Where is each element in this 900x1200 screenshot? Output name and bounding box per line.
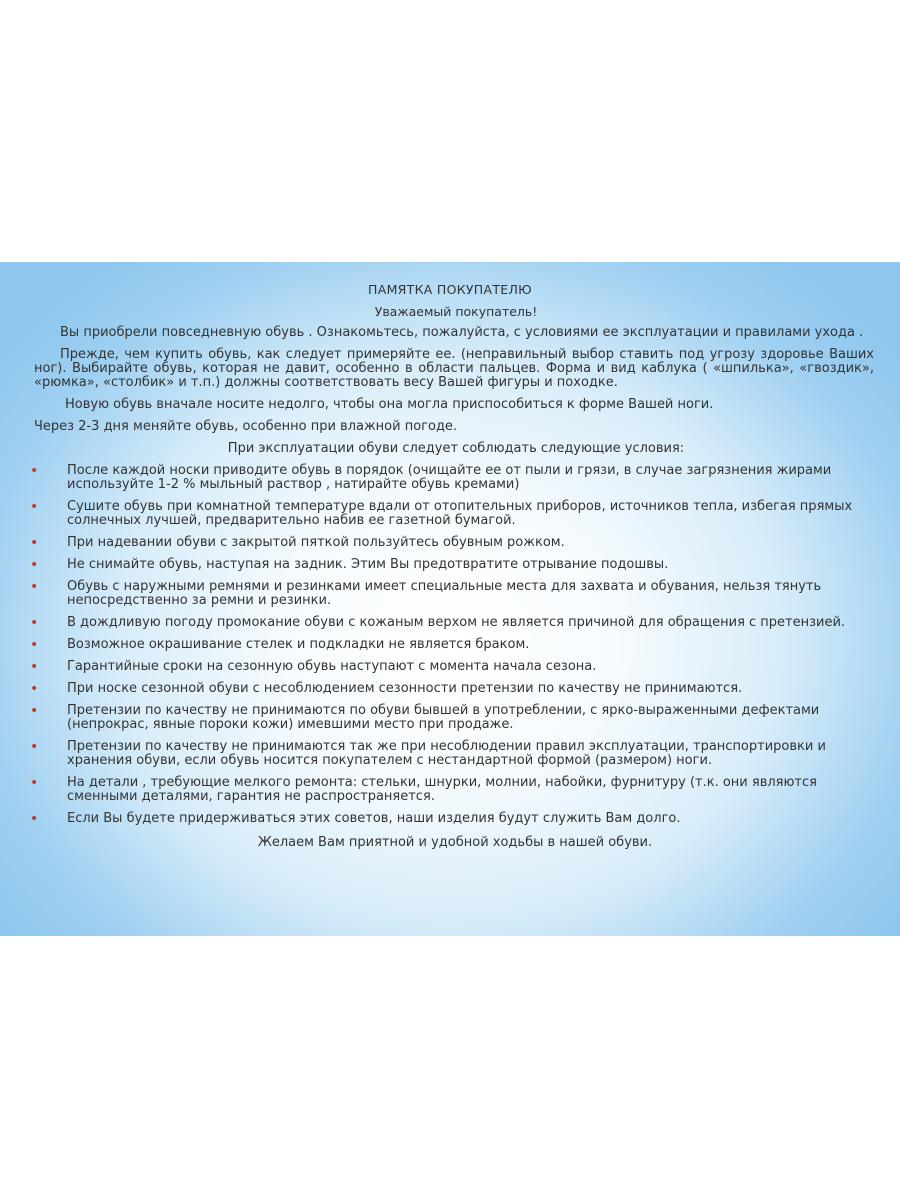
closing-line: Желаем Вам приятной и удобной ходьбы в нашей обуви. [257, 835, 653, 850]
list-item-text: Не снимайте обувь, наступая на задник. Этим Вы предотвратите отрывание подошвы. [67, 557, 669, 572]
bullet-icon: • [30, 739, 39, 755]
bullet-icon: • [30, 681, 39, 697]
bullet-icon: • [30, 499, 39, 515]
rotation-paragraph: Через 2-3 дня меняйте обувь, особенно при влажной погоде. [34, 419, 458, 434]
bullet-icon: • [30, 615, 39, 631]
bullet-icon: • [30, 811, 39, 827]
list-item [30, 616, 872, 630]
list-item-text: После каждой носки приводите обувь в порядок (очищайте ее от пыли и грязи, в случае загрязнения жирами используйте 1-2 % мыльный раствор , натирайте обувь кремами) [67, 463, 832, 492]
conditions-list [30, 464, 872, 834]
bullet-icon: • [30, 637, 39, 653]
list-item-text: Претензии по качеству не принимаются по обуви бывшей в употреблении, с ярко-выраженными дефектами (непрокрас, явные пороки кожи) имевшими место при продаже. [67, 703, 820, 732]
list-item [30, 464, 872, 492]
bullet-icon: • [30, 579, 39, 595]
memo-title: ПАМЯТКА ПОКУПАТЕЛЮ [368, 282, 532, 297]
list-item [30, 536, 872, 550]
new-shoes-paragraph: Новую обувь вначале носите недолго, чтобы она могла приспособиться к форме Вашей ноги. [65, 397, 714, 412]
list-item-text: В дождливую погоду промокание обуви с кожаным верхом не является причиной для обращения с претензией. [67, 615, 846, 630]
fitting-paragraph: Прежде, чем купить обувь, как следует примеряйте ее. (неправильный выбор ставить под угрозу здоровье Ваших ног). Выбирайте обувь, которая не давит, особенно в области пальцев. Форма и вид каблука ( «шпилька», «гвоздик», «рюмка», «столбик» и т.п.) должны соответствовать весу Вашей фигуры и походке. [34, 347, 874, 390]
list-item [30, 740, 872, 768]
list-item-text: Сушите обувь при комнатной температуре вдали от отопительных приборов, источников тепла, избегая прямых солнечных лучшей, предварительно набив ее газетной бумагой. [67, 499, 853, 528]
list-item-text: Если Вы будете придерживаться этих советов, наши изделия будут служить Вам долго. [67, 811, 681, 826]
bullet-icon: • [30, 535, 39, 551]
list-item-text: Гарантийные сроки на сезонную обувь наступают с момента начала сезона. [67, 659, 597, 674]
list-item-text: На детали , требующие мелкого ремонта: стельки, шнурки, молнии, набойки, фурнитуру (т.к. они являются сменными деталями, гарантия не распространяется. [67, 775, 817, 804]
list-item [30, 776, 872, 804]
list-item [30, 660, 872, 674]
memo-document [0, 262, 900, 936]
list-item [30, 638, 872, 652]
bullet-icon: • [30, 557, 39, 573]
bullet-icon: • [30, 703, 39, 719]
list-item [30, 500, 872, 528]
greeting: Уважаемый покупатель! [374, 304, 538, 319]
list-item [30, 580, 872, 608]
list-item-text: Возможное окрашивание стелек и подкладки не является браком. [67, 637, 530, 652]
memo-slide [0, 262, 900, 936]
bullet-icon: • [30, 463, 39, 479]
list-item-text: При носке сезонной обуви с несоблюдением сезонности претензии по качеству не принимаются. [67, 681, 743, 696]
list-item [30, 704, 872, 732]
intro-paragraph: Вы приобрели повседневную обувь . Ознакомьтесь, пожалуйста, с условиями ее эксплуатации и правилами ухода . [60, 325, 864, 340]
list-item-text: При надевании обуви с закрытой пяткой пользуйтесь обувным рожком. [67, 535, 565, 550]
list-item-text: Претензии по качеству не принимаются так же при несоблюдении правил эксплуатации, транспортировки и хранения обуви, если обувь носится покупателем с нестандартной формой (размером) ноги. [67, 739, 826, 768]
list-item [30, 812, 872, 826]
list-item-text: Обувь с наружными ремнями и резинками имеет специальные места для захвата и обувания, нельзя тянуть непосредственно за ремни и резинки. [67, 579, 822, 608]
bullet-icon: • [30, 659, 39, 675]
conditions-heading: При эксплуатации обуви следует соблюдать следующие условия: [227, 441, 685, 456]
list-item [30, 558, 872, 572]
bullet-icon: • [30, 775, 39, 791]
list-item [30, 682, 872, 696]
